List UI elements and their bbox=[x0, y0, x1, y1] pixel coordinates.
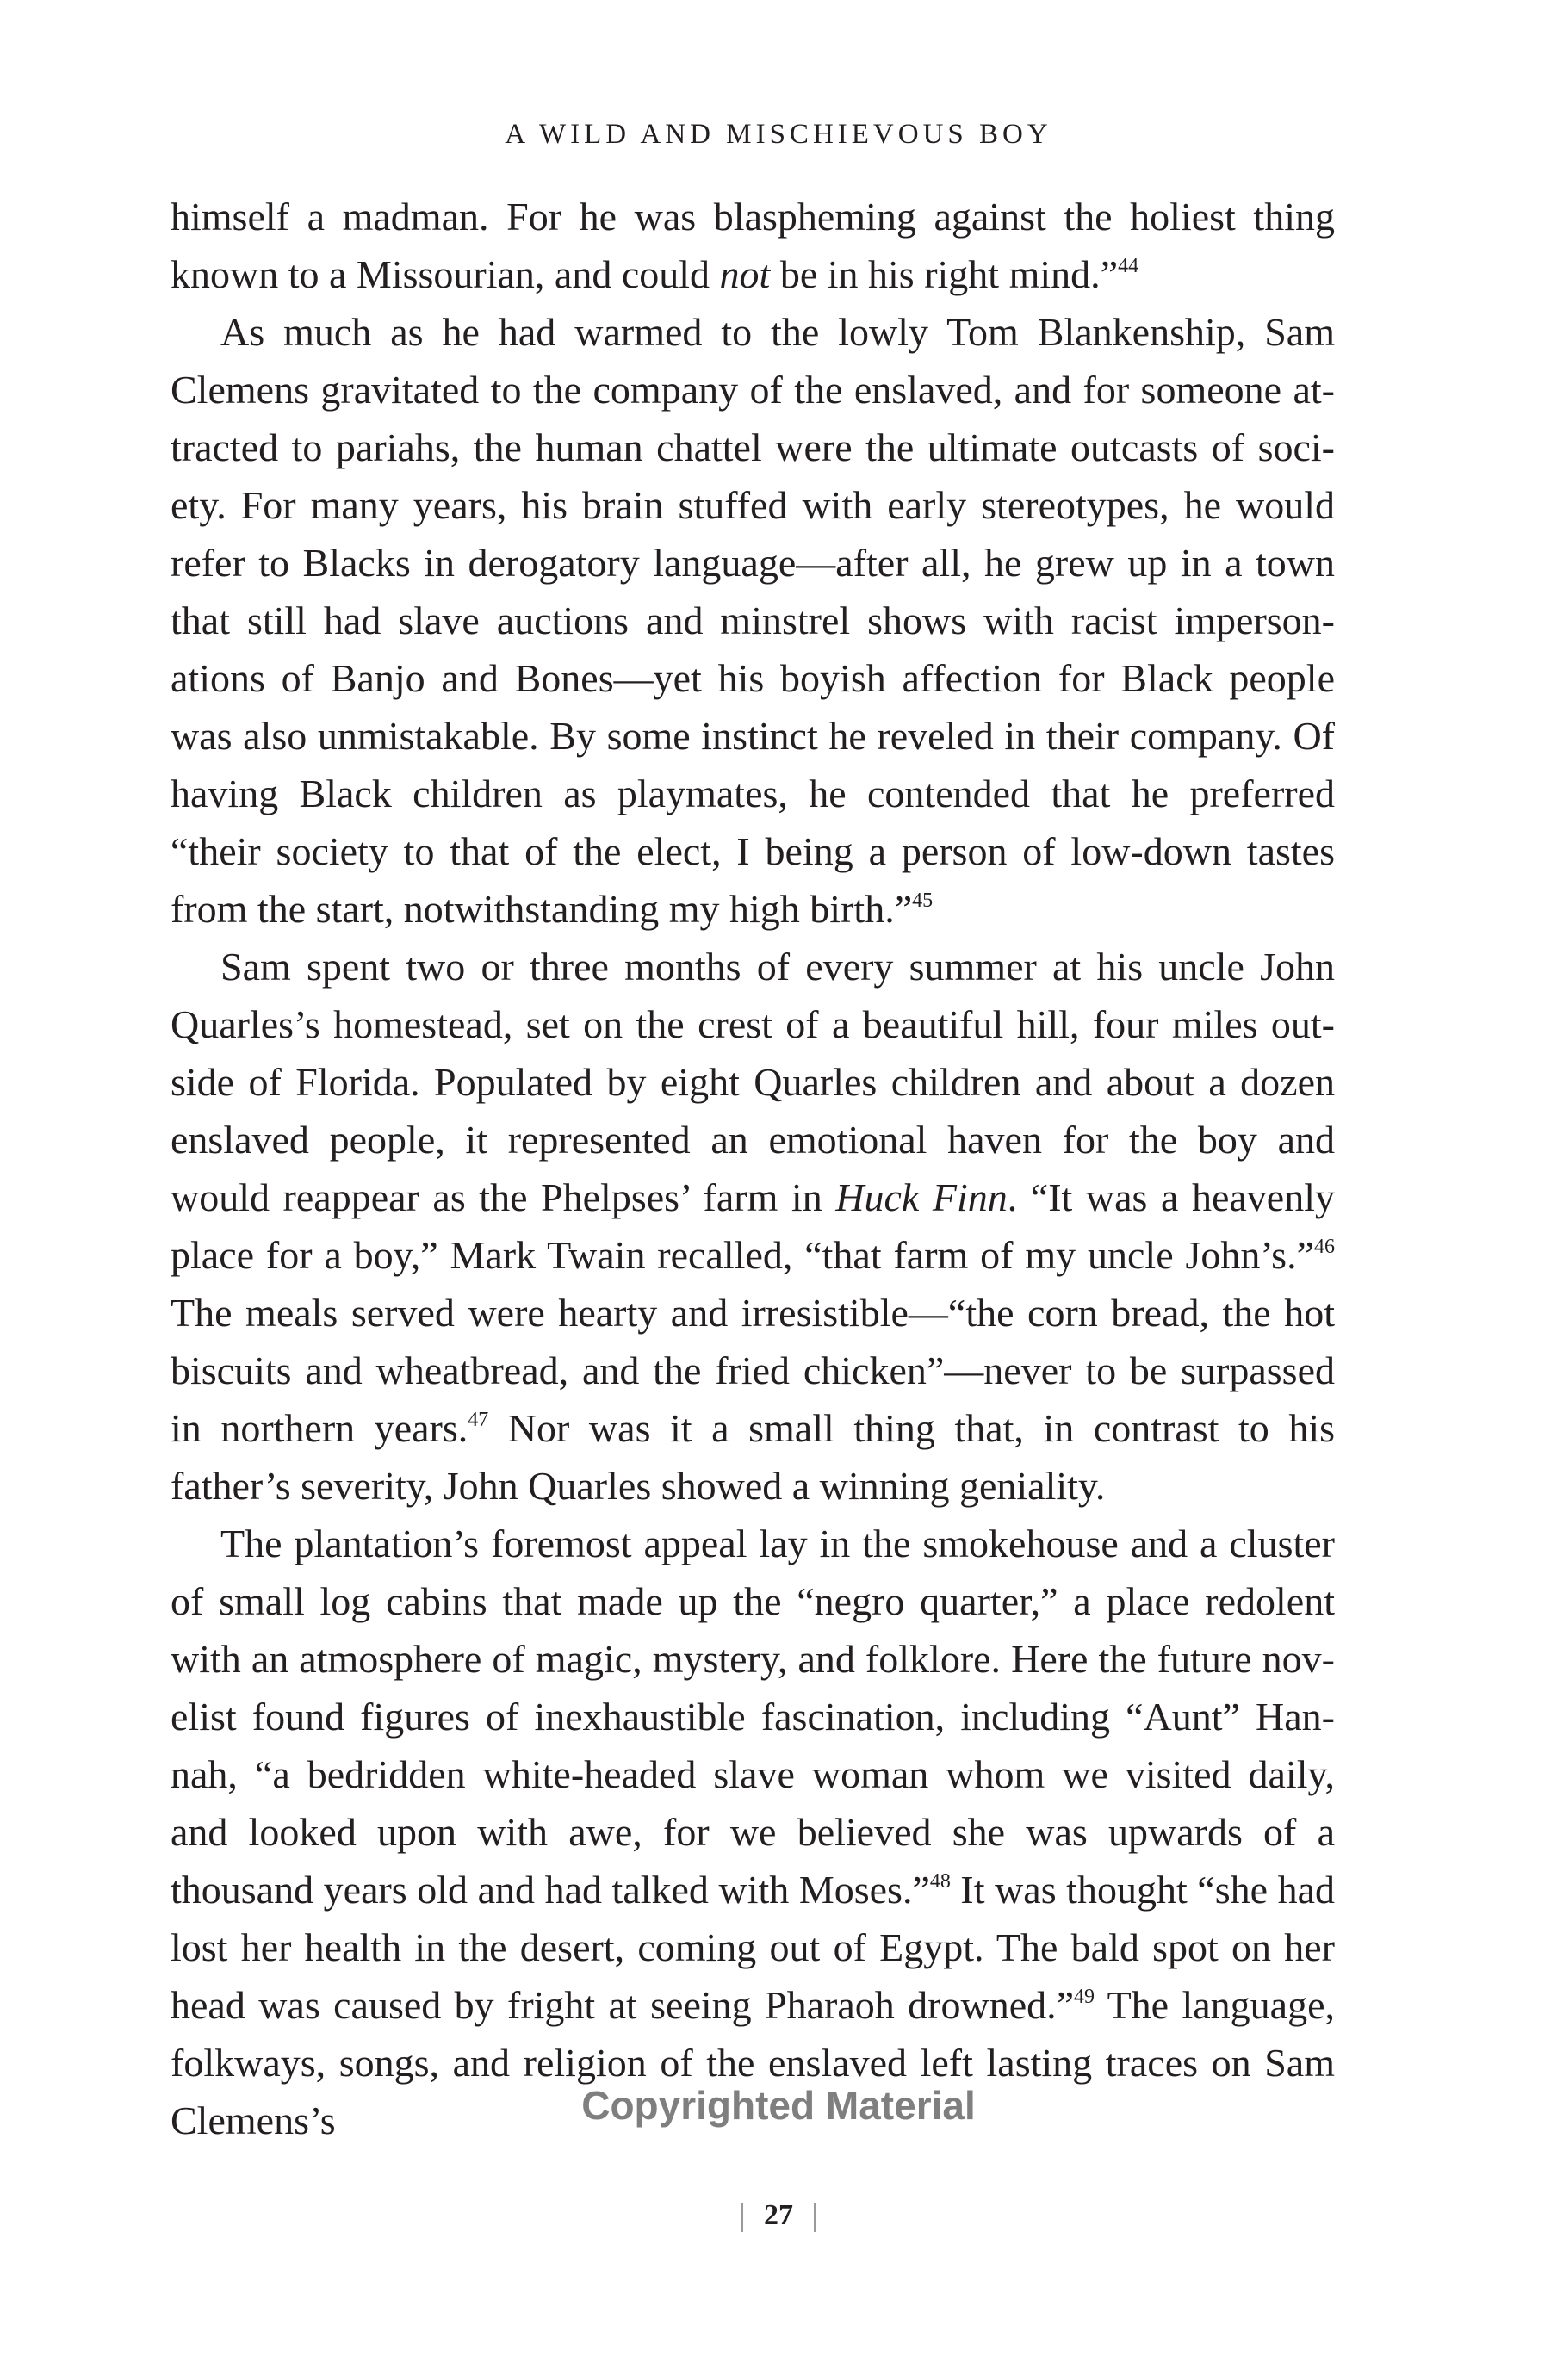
running-head: A WILD AND MISCHIEVOUS BOY bbox=[505, 119, 1052, 150]
paragraph bbox=[171, 303, 1335, 938]
page-folio bbox=[0, 2199, 1557, 2232]
italic-text: Huck Finn bbox=[835, 1175, 1008, 1219]
page-number: 27 bbox=[764, 2199, 793, 2231]
italic-text: not bbox=[719, 252, 771, 296]
text-run: The plantation’s foremost appeal lay in the smokehouse and a cluster of small log cabins that made up the “negro quarter,” a place redolent with an atmosphere of magic, mystery, and folklore. Here the future novelist found figures of inexhaustible fascination, including “Aunt” Hannah, “a bedridden white-headed slave woman whom we visited daily, and looked upon with awe, for we believed she was upwards of a thousand years old and had talked with Moses.” bbox=[171, 1522, 1335, 1912]
body-text bbox=[171, 188, 1335, 2149]
footnote-marker: 47 bbox=[468, 1409, 489, 1431]
footnote-marker: 44 bbox=[1118, 255, 1139, 277]
text-run: Sam spent two or three months of every summer at his uncle John Quarles’s homestead, set on the crest of a beautiful hill, four miles outside of Florida. Populated by eight Quarles children and about a dozen enslaved people, it represented an emotional haven for the boy and would reappear as the Phelpses’ farm in bbox=[171, 945, 1335, 1219]
folio-right-rule bbox=[814, 2203, 816, 2232]
text-run: be in his right mind.” bbox=[770, 252, 1119, 296]
folio-left-rule bbox=[741, 2203, 743, 2232]
text-run: The meals served were hearty and irresistible—“the corn bread, the hot biscuits and wheatbread, and the fried chicken”—never to be surpassed in northern years. bbox=[171, 1291, 1335, 1450]
text-run: It was thought “she had lost her health in the desert, coming out of Egypt. The bald spot on her head was caused by fright at seeing Pharaoh drowned.” bbox=[171, 1868, 1335, 2027]
text-run: The language, folkways, songs, and religion of the enslaved left lasting traces on Sam Clemens’s bbox=[171, 1983, 1335, 2142]
text-run: . “It was a heavenly place for a boy,” Mark Twain recalled, “that farm of my uncle John’s.” bbox=[171, 1175, 1335, 1277]
paragraph bbox=[171, 188, 1335, 303]
footnote-marker: 48 bbox=[929, 1870, 951, 1893]
copyright-watermark: Copyrighted Material bbox=[581, 2083, 976, 2128]
paragraph bbox=[171, 938, 1335, 1515]
text-run: As much as he had warmed to the lowly Tom Blankenship, Sam Clemens gravitated to the company of the enslaved, and for someone attracted to pariahs, the human chattel were the ultimate outcasts of society. For many years, his brain stuffed with early stereotypes, he would refer to Blacks in derogatory language—after all, he grew up in a town that still had slave auctions and minstrel shows with racist impersonations of Banjo and Bones—yet his boyish affection for Black people was also unmistakable. By some instinct he reveled in their company. Of having Black children as playmates, he contended that he preferred “their society to that of the elect, I being a person of low-down tastes from the start, notwithstanding my high birth.” bbox=[171, 310, 1335, 931]
footnote-marker: 49 bbox=[1074, 1986, 1095, 2008]
paragraph bbox=[171, 1515, 1335, 2149]
footnote-marker: 46 bbox=[1314, 1236, 1335, 1258]
text-run: Nor was it a small thing that, in contrast to his father’s severity, John Quarles showed a winning geniality. bbox=[171, 1406, 1335, 1508]
text-run: himself a madman. For he was blaspheming against the holiest thing known to a Missourian, and could bbox=[171, 195, 1335, 296]
footnote-marker: 45 bbox=[912, 889, 934, 912]
